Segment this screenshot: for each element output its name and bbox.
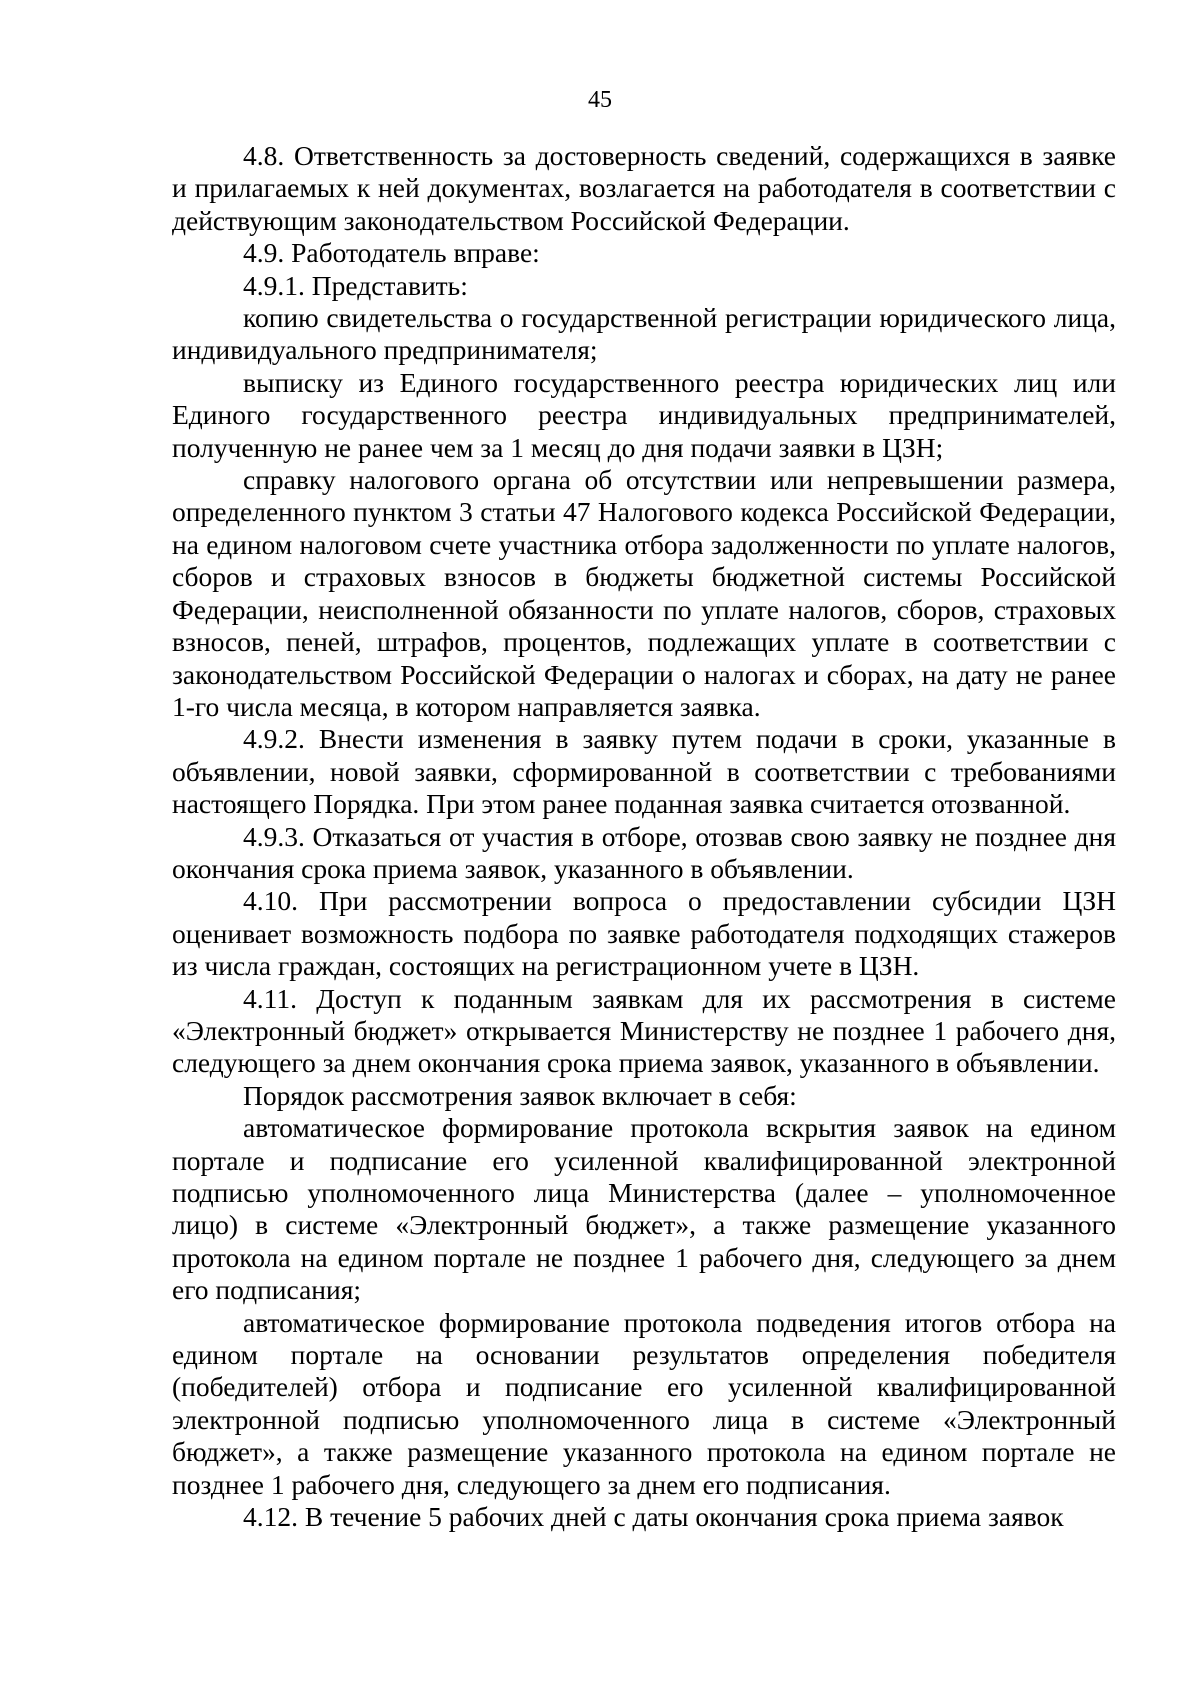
paragraph-4-9-2: 4.9.2. Внести изменения в заявку путем подачи в сроки, указанные в объявлении, новой заявки, сформированной в соответствии с требованиями настоящего Порядка. При этом ранее поданная заявка считается отозванной.	[172, 723, 1116, 820]
paragraph-4-9-3: 4.9.3. Отказаться от участия в отборе, отозвав свою заявку не позднее дня окончания срока приема заявок, указанного в объявлении.	[172, 820, 1116, 884]
paragraph-4-8: 4.8. Ответственность за достоверность сведений, содержащихся в заявке и прилагаемых к ней документах, возлагается на работодателя в соответствии с действующим законодательством Российской Федерации.	[172, 140, 1116, 236]
paragraph-review-procedure: Порядок рассмотрения заявок включает в себя:	[243, 1079, 797, 1111]
paragraph-registration-certificate: копию свидетельства о государственной регистрации юридического лица, индивидуального предпринимателя;	[172, 302, 1116, 366]
paragraph-opening-protocol: автоматическое формирование протокола вскрытия заявок на едином портале и подписание его усиленной квалифицированной электронной подписью уполномоченного лица Министерства (далее – уполномоченное лицо) в системе «Электронный бюджет», а также размещение указанного протокола на едином портале не позднее 1 рабочего дня, следующего за днем его подписания;	[172, 1112, 1116, 1306]
document-body	[172, 140, 1116, 1533]
paragraph-4-10: 4.10. При рассмотрении вопроса о предоставлении субсидии ЦЗН оценивает возможность подбора по заявке работодателя подходящих стажеров из числа граждан, состоящих на регистрационном учете в ЦЗН.	[172, 885, 1116, 982]
paragraph-4-12: 4.12. В течение 5 рабочих дней с даты окончания срока приема заявок	[243, 1501, 1064, 1533]
paragraph-tax-certificate: справку налогового органа об отсутствии или непревышении размера, определенного пунктом 3 статьи 47 Налогового кодекса Российской Федерации, на едином налоговом счете участника отбора задолженности по уплате налогов, сборов и страховых взносов в бюджеты бюджетной системы Российской Федерации, неисполненной обязанности по уплате налогов, сборов, страховых взносов, пеней, штрафов, процентов, подлежащих уплате в соответствии с законодательством Российской Федерации о налогах и сборах, на дату не ранее 1-го числа месяца, в котором направляется заявка.	[172, 464, 1116, 722]
paragraph-registry-extract: выписку из Единого государственного реестра юридических лиц или Единого государственного реестра индивидуальных предпринимателей, полученную не ранее чем за 1 месяц до дня подачи заявки в ЦЗН;	[172, 366, 1116, 463]
paragraph-4-11: 4.11. Доступ к поданным заявкам для их рассмотрения в системе «Электронный бюджет» открывается Министерству не позднее 1 рабочего дня, следующего за днем окончания срока приема заявок, указанного в объявлении.	[172, 982, 1116, 1079]
paragraph-4-9: 4.9. Работодатель вправе:	[243, 237, 540, 269]
page-number: 45	[588, 87, 612, 113]
paragraph-4-9-1: 4.9.1. Представить:	[243, 269, 468, 301]
paragraph-results-protocol: автоматическое формирование протокола подведения итогов отбора на едином портале на основании результатов определения победителя (победителей) отбора и подписание его усиленной квалифицированной электронной подписью уполномоченного лица в системе «Электронный бюджет», а также размещение указанного протокола на едином портале не позднее 1 рабочего дня, следующего за днем его подписания.	[172, 1306, 1116, 1500]
